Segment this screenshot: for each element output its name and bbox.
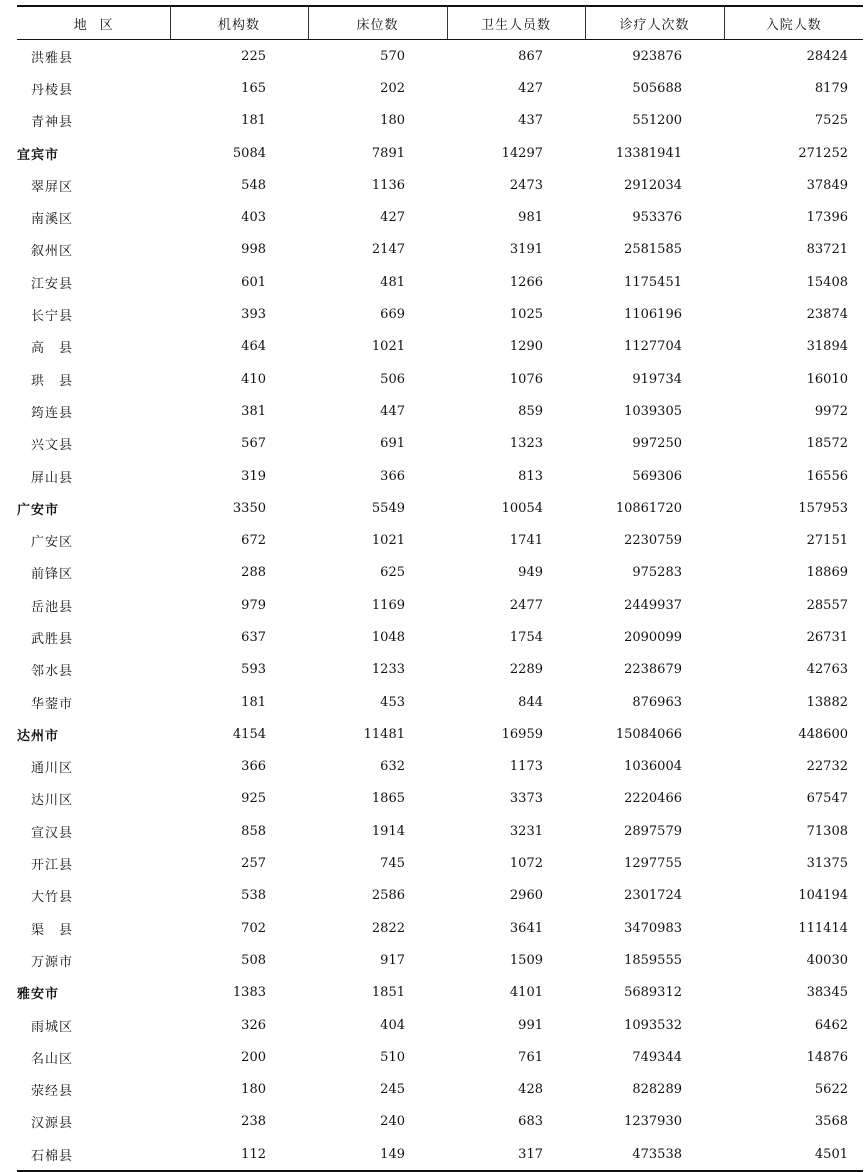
beds-cell: 632 xyxy=(380,759,405,775)
region-name-cell: 石棉县 xyxy=(17,1138,170,1171)
table-row xyxy=(17,524,863,556)
city-row xyxy=(17,718,863,750)
health-staff-cell: 14297 xyxy=(501,145,543,161)
beds-cell: 1851 xyxy=(371,985,405,1001)
institutions-cell: 366 xyxy=(241,759,266,775)
visits-cell: 2301724 xyxy=(624,888,682,904)
health-staff-cell: 2473 xyxy=(509,177,543,193)
table-row xyxy=(17,783,863,815)
table-row xyxy=(17,912,863,944)
visits-cell: 1106196 xyxy=(624,307,682,323)
table-row xyxy=(17,686,863,718)
admissions-cell: 16010 xyxy=(806,371,848,387)
admissions-cell: 67547 xyxy=(806,791,848,807)
visits-cell: 876963 xyxy=(632,694,682,710)
table-row xyxy=(17,266,863,298)
institutions-cell: 410 xyxy=(241,371,266,387)
region-name-cell: 雅安市 xyxy=(17,987,60,1003)
region-name-cell: 筠连县 xyxy=(31,405,74,421)
admissions-cell: 40030 xyxy=(806,952,848,968)
beds-cell: 917 xyxy=(380,952,405,968)
beds-cell: 11481 xyxy=(363,726,405,742)
admissions-cell: 37849 xyxy=(806,177,848,193)
institutions-cell: 567 xyxy=(241,436,266,452)
table-row xyxy=(17,589,863,621)
visits-cell: 2912034 xyxy=(624,177,682,193)
header-beds: 床位数 xyxy=(308,6,447,40)
table-row xyxy=(17,1106,863,1138)
table-row xyxy=(17,40,863,73)
health-staff-cell: 813 xyxy=(518,468,543,484)
visits-cell: 2220466 xyxy=(624,791,682,807)
beds-cell: 625 xyxy=(380,565,405,581)
region-name-cell: 大竹县 xyxy=(31,890,74,906)
table-row xyxy=(17,751,863,783)
institutions-cell: 393 xyxy=(241,307,266,323)
health-staff-cell: 1509 xyxy=(509,952,543,968)
region-name-cell: 万源市 xyxy=(31,954,74,970)
beds-cell: 404 xyxy=(380,1017,405,1033)
visits-cell: 975283 xyxy=(632,565,682,581)
table-row xyxy=(17,815,863,847)
admissions-cell: 157953 xyxy=(798,500,848,516)
admissions-cell: 3568 xyxy=(814,1114,848,1130)
admissions-cell: 16556 xyxy=(806,468,848,484)
admissions-cell: 6462 xyxy=(814,1017,848,1033)
table-row xyxy=(17,298,863,330)
health-staff-cell: 2477 xyxy=(509,597,543,613)
header-institutions: 机构数 xyxy=(170,6,308,40)
visits-cell: 1127704 xyxy=(624,339,682,355)
table-row xyxy=(17,621,863,653)
health-staff-cell: 867 xyxy=(518,48,543,64)
health-staff-cell: 1025 xyxy=(509,307,543,323)
institutions-cell: 403 xyxy=(241,210,266,226)
institutions-cell: 593 xyxy=(241,662,266,678)
beds-cell: 2822 xyxy=(371,920,405,936)
region-name-cell: 叙州区 xyxy=(31,244,74,260)
admissions-cell: 42763 xyxy=(806,662,848,678)
admissions-cell: 104194 xyxy=(798,888,848,904)
visits-cell: 2581585 xyxy=(624,242,682,258)
visits-cell: 551200 xyxy=(632,113,682,129)
health-staff-cell: 3191 xyxy=(509,242,543,258)
institutions-cell: 1383 xyxy=(232,985,266,1001)
institutions-cell: 288 xyxy=(241,565,266,581)
institutions-cell: 257 xyxy=(241,856,266,872)
health-staff-cell: 761 xyxy=(518,1049,543,1065)
region-name-cell: 达川区 xyxy=(31,793,74,809)
table-row xyxy=(17,105,863,137)
health-staff-cell: 3641 xyxy=(509,920,543,936)
admissions-cell: 31894 xyxy=(806,339,848,355)
admissions-cell: 111414 xyxy=(798,920,848,936)
visits-cell: 473538 xyxy=(585,1138,724,1171)
health-staff-cell: 981 xyxy=(518,210,543,226)
region-name-cell: 江安县 xyxy=(31,276,74,292)
region-name-cell: 南溪区 xyxy=(31,212,74,228)
region-name-cell: 珙 县 xyxy=(31,373,74,389)
city-row xyxy=(17,977,863,1009)
table-header xyxy=(17,6,863,40)
region-name-cell: 青神县 xyxy=(31,115,74,131)
beds-cell: 453 xyxy=(380,694,405,710)
table-row xyxy=(17,847,863,879)
health-staff-cell: 1754 xyxy=(509,629,543,645)
region-name-cell: 雨城区 xyxy=(31,1019,74,1035)
beds-cell: 1136 xyxy=(371,177,405,193)
city-row xyxy=(17,137,863,169)
visits-cell: 13381941 xyxy=(615,145,682,161)
admissions-cell: 5622 xyxy=(814,1082,848,1098)
admissions-cell: 9972 xyxy=(814,403,848,419)
table-row xyxy=(17,460,863,492)
institutions-cell: 326 xyxy=(241,1017,266,1033)
admissions-cell: 17396 xyxy=(806,210,848,226)
institutions-cell: 702 xyxy=(241,920,266,936)
beds-cell: 149 xyxy=(308,1138,447,1171)
region-name-cell: 宣汉县 xyxy=(31,825,74,841)
health-staff-cell: 1290 xyxy=(509,339,543,355)
header-visits: 诊疗人次数 xyxy=(585,6,724,40)
beds-cell: 1048 xyxy=(371,629,405,645)
region-name-cell: 华蓥市 xyxy=(31,696,74,712)
beds-cell: 1169 xyxy=(371,597,405,613)
health-staff-cell: 428 xyxy=(518,1082,543,1098)
table-row xyxy=(17,1138,863,1171)
region-name-cell: 翠屏区 xyxy=(31,179,74,195)
header-row xyxy=(17,6,863,40)
region-name-cell: 前锋区 xyxy=(31,567,74,583)
admissions-cell: 15408 xyxy=(806,274,848,290)
beds-cell: 1233 xyxy=(371,662,405,678)
beds-cell: 691 xyxy=(380,436,405,452)
region-name-cell: 开江县 xyxy=(31,858,74,874)
table-row xyxy=(17,331,863,363)
visits-cell: 919734 xyxy=(632,371,682,387)
admissions-cell: 4501 xyxy=(724,1138,863,1171)
beds-cell: 5549 xyxy=(371,500,405,516)
visits-cell: 2449937 xyxy=(624,597,682,613)
table-row xyxy=(17,944,863,976)
beds-cell: 427 xyxy=(380,210,405,226)
health-staff-cell: 683 xyxy=(518,1114,543,1130)
visits-cell: 749344 xyxy=(632,1049,682,1065)
institutions-cell: 998 xyxy=(241,242,266,258)
admissions-cell: 22732 xyxy=(806,759,848,775)
admissions-cell: 448600 xyxy=(798,726,848,742)
admissions-cell: 31375 xyxy=(806,856,848,872)
visits-cell: 828289 xyxy=(632,1082,682,1098)
beds-cell: 745 xyxy=(380,856,405,872)
region-name-cell: 兴文县 xyxy=(31,438,74,454)
region-name-cell: 洪雅县 xyxy=(31,50,74,66)
beds-cell: 506 xyxy=(380,371,405,387)
visits-cell: 5689312 xyxy=(624,985,682,1001)
table-body xyxy=(17,40,863,1172)
admissions-cell: 83721 xyxy=(806,242,848,258)
table-row xyxy=(17,72,863,104)
admissions-cell: 18572 xyxy=(806,436,848,452)
institutions-cell: 538 xyxy=(241,888,266,904)
institutions-cell: 5084 xyxy=(232,145,266,161)
region-name-cell: 高 县 xyxy=(31,341,74,357)
admissions-cell: 7525 xyxy=(814,113,848,129)
region-name-cell: 名山区 xyxy=(31,1051,74,1067)
region-name-cell: 广安市 xyxy=(17,502,60,518)
institutions-cell: 181 xyxy=(241,113,266,129)
visits-cell: 1039305 xyxy=(624,403,682,419)
table-row xyxy=(17,395,863,427)
health-staff-cell: 1741 xyxy=(509,533,543,549)
visits-cell: 2897579 xyxy=(624,823,682,839)
institutions-cell: 508 xyxy=(241,952,266,968)
admissions-cell: 71308 xyxy=(806,823,848,839)
institutions-cell: 4154 xyxy=(232,726,266,742)
health-staff-cell: 2289 xyxy=(509,662,543,678)
institutions-cell: 381 xyxy=(241,403,266,419)
table-row xyxy=(17,1009,863,1041)
beds-cell: 180 xyxy=(380,113,405,129)
health-staff-cell: 1173 xyxy=(509,759,543,775)
visits-cell: 2090099 xyxy=(624,629,682,645)
health-staff-cell: 859 xyxy=(518,403,543,419)
beds-cell: 202 xyxy=(380,80,405,96)
beds-cell: 669 xyxy=(380,307,405,323)
visits-cell: 3470983 xyxy=(624,920,682,936)
region-name-cell: 汉源县 xyxy=(31,1116,74,1132)
beds-cell: 481 xyxy=(380,274,405,290)
institutions-cell: 181 xyxy=(241,694,266,710)
region-name-cell: 长宁县 xyxy=(31,309,74,325)
visits-cell: 10861720 xyxy=(615,500,682,516)
beds-cell: 447 xyxy=(380,403,405,419)
admissions-cell: 38345 xyxy=(806,985,848,1001)
admissions-cell: 23874 xyxy=(806,307,848,323)
admissions-cell: 8179 xyxy=(814,80,848,96)
table-row xyxy=(17,1074,863,1106)
beds-cell: 7891 xyxy=(371,145,405,161)
admissions-cell: 13882 xyxy=(806,694,848,710)
admissions-cell: 27151 xyxy=(806,533,848,549)
table-row xyxy=(17,1041,863,1073)
health-staff-cell: 317 xyxy=(447,1138,585,1171)
institutions-cell: 979 xyxy=(241,597,266,613)
region-name-cell: 广安区 xyxy=(31,535,74,551)
institutions-cell: 225 xyxy=(241,48,266,64)
beds-cell: 245 xyxy=(380,1082,405,1098)
health-staff-cell: 3373 xyxy=(509,791,543,807)
institutions-cell: 637 xyxy=(241,629,266,645)
visits-cell: 569306 xyxy=(632,468,682,484)
health-staff-cell: 1072 xyxy=(509,856,543,872)
region-name-cell: 武胜县 xyxy=(31,631,74,647)
institutions-cell: 548 xyxy=(241,177,266,193)
visits-cell: 997250 xyxy=(632,436,682,452)
admissions-cell: 28424 xyxy=(806,48,848,64)
institutions-cell: 925 xyxy=(241,791,266,807)
admissions-cell: 18869 xyxy=(806,565,848,581)
beds-cell: 1865 xyxy=(371,791,405,807)
visits-cell: 1859555 xyxy=(624,952,682,968)
health-staff-cell: 4101 xyxy=(509,985,543,1001)
table-row xyxy=(17,880,863,912)
visits-cell: 1036004 xyxy=(624,759,682,775)
header-region: 地 区 xyxy=(17,6,170,40)
visits-cell: 1093532 xyxy=(624,1017,682,1033)
health-staff-cell: 16959 xyxy=(501,726,543,742)
region-name-cell: 屏山县 xyxy=(31,470,74,486)
health-staff-cell: 3231 xyxy=(509,823,543,839)
health-staff-cell: 949 xyxy=(518,565,543,581)
beds-cell: 1914 xyxy=(371,823,405,839)
institutions-cell: 200 xyxy=(241,1049,266,1065)
beds-cell: 366 xyxy=(380,468,405,484)
visits-cell: 953376 xyxy=(632,210,682,226)
beds-cell: 510 xyxy=(380,1049,405,1065)
institutions-cell: 319 xyxy=(241,468,266,484)
table-row xyxy=(17,557,863,589)
institutions-cell: 672 xyxy=(241,533,266,549)
institutions-cell: 180 xyxy=(241,1082,266,1098)
region-name-cell: 通川区 xyxy=(31,761,74,777)
table-row xyxy=(17,428,863,460)
admissions-cell: 271252 xyxy=(798,145,848,161)
region-name-cell: 岳池县 xyxy=(31,599,74,615)
city-row xyxy=(17,492,863,524)
region-name-cell: 渠 县 xyxy=(31,922,74,938)
region-name-cell: 荥经县 xyxy=(31,1084,74,1100)
beds-cell: 240 xyxy=(380,1114,405,1130)
institutions-cell: 601 xyxy=(241,274,266,290)
region-name-cell: 丹棱县 xyxy=(31,82,74,98)
health-staff-cell: 844 xyxy=(518,694,543,710)
visits-cell: 1175451 xyxy=(624,274,682,290)
health-staff-cell: 437 xyxy=(518,113,543,129)
table-row xyxy=(17,201,863,233)
admissions-cell: 14876 xyxy=(806,1049,848,1065)
health-staff-cell: 427 xyxy=(518,80,543,96)
beds-cell: 1021 xyxy=(371,533,405,549)
health-staff-cell: 991 xyxy=(518,1017,543,1033)
region-name-cell: 达州市 xyxy=(17,728,60,744)
table-row xyxy=(17,169,863,201)
visits-cell: 15084066 xyxy=(615,726,682,742)
health-staff-cell: 2960 xyxy=(509,888,543,904)
header-health-staff: 卫生人员数 xyxy=(447,6,585,40)
visits-cell: 505688 xyxy=(632,80,682,96)
region-name-cell: 邻水县 xyxy=(31,664,74,680)
table-row xyxy=(17,363,863,395)
visits-cell: 1297755 xyxy=(624,856,682,872)
institutions-cell: 165 xyxy=(241,80,266,96)
beds-cell: 1021 xyxy=(371,339,405,355)
institutions-cell: 238 xyxy=(241,1114,266,1130)
beds-cell: 2586 xyxy=(371,888,405,904)
admissions-cell: 26731 xyxy=(806,629,848,645)
visits-cell: 2238679 xyxy=(624,662,682,678)
table-row xyxy=(17,234,863,266)
institutions-cell: 3350 xyxy=(232,500,266,516)
beds-cell: 2147 xyxy=(371,242,405,258)
header-admissions: 入院人数 xyxy=(724,6,863,40)
visits-cell: 1237930 xyxy=(624,1114,682,1130)
health-statistics-table xyxy=(17,5,863,1172)
institutions-cell: 858 xyxy=(241,823,266,839)
health-staff-cell: 1266 xyxy=(509,274,543,290)
region-name-cell: 宜宾市 xyxy=(17,147,60,163)
health-staff-cell: 1076 xyxy=(509,371,543,387)
visits-cell: 2230759 xyxy=(624,533,682,549)
visits-cell: 923876 xyxy=(632,48,682,64)
health-staff-cell: 1323 xyxy=(509,436,543,452)
health-staff-cell: 10054 xyxy=(501,500,543,516)
admissions-cell: 28557 xyxy=(806,597,848,613)
institutions-cell: 464 xyxy=(241,339,266,355)
institutions-cell: 112 xyxy=(170,1138,308,1171)
beds-cell: 570 xyxy=(380,48,405,64)
table-row xyxy=(17,654,863,686)
